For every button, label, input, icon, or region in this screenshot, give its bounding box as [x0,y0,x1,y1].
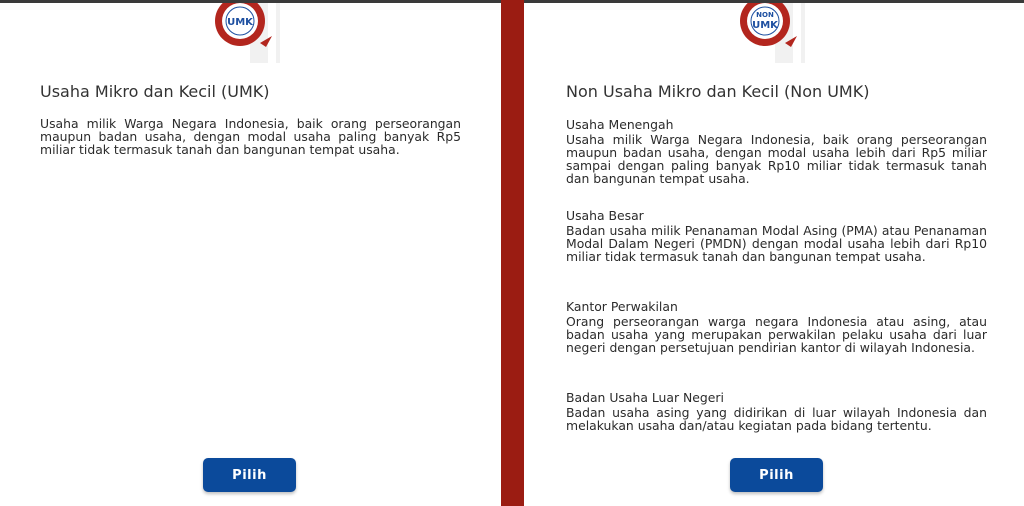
non-umk-title: Non Usaha Mikro dan Kecil (Non UMK) [566,82,870,101]
section-usaha-menengah [566,118,987,185]
section-usaha-besar [566,209,987,263]
section-badan-usaha-luar-negeri [566,391,987,432]
section-title: Badan Usaha Luar Negeri [566,390,724,405]
emblem-label-top: NON [756,11,774,19]
section-description: Orang perseorangan warga negara Indonesia atau asing, atau badan usaha yang merupakan perwakilan pelaku usaha dari luar negeri dengan persetujuan pendirian kantor di wilayah Indonesia. [566,314,987,355]
emblem-label: UMK [227,17,253,28]
umk-card [0,3,501,506]
select-non-umk-button[interactable]: Pilih [730,458,823,492]
non-umk-card [524,3,1024,506]
section-title: Usaha Menengah [566,117,674,132]
select-umk-button[interactable]: Pilih [203,458,296,492]
section-title: Usaha Besar [566,208,644,223]
umk-description: Usaha milik Warga Negara Indonesia, baik orang perseorangan maupun badan usaha, dengan modal usaha paling banyak Rp5 miliar tidak termasuk tanah dan bangunan tempat usaha. [40,116,461,157]
umk-title: Usaha Mikro dan Kecil (UMK) [40,82,270,101]
non-umk-emblem-icon [737,3,807,65]
section-description: Badan usaha milik Penanaman Modal Asing (PMA) atau Penanaman Modal Dalam Negeri (PMDN) dengan modal usaha lebih dari Rp10 miliar tidak termasuk tanah dan bangunan tempat usaha. [566,223,987,264]
emblem-label-bottom: UMK [752,20,778,31]
section-description: Usaha milik Warga Negara Indonesia, baik orang perseorangan maupun badan usaha, dengan modal usaha lebih dari Rp5 miliar sampai dengan paling banyak Rp10 miliar tidak termasuk tanah dan bangunan tempat usaha. [566,132,987,186]
section-title: Kantor Perwakilan [566,299,678,314]
section-description: Badan usaha asing yang didirikan di luar wilayah Indonesia dan melakukan usaha dan/atau kegiatan pada bidang tertentu. [566,405,987,433]
section-kantor-perwakilan [566,300,987,354]
umk-emblem-icon [212,3,282,65]
panel-divider [501,0,524,506]
